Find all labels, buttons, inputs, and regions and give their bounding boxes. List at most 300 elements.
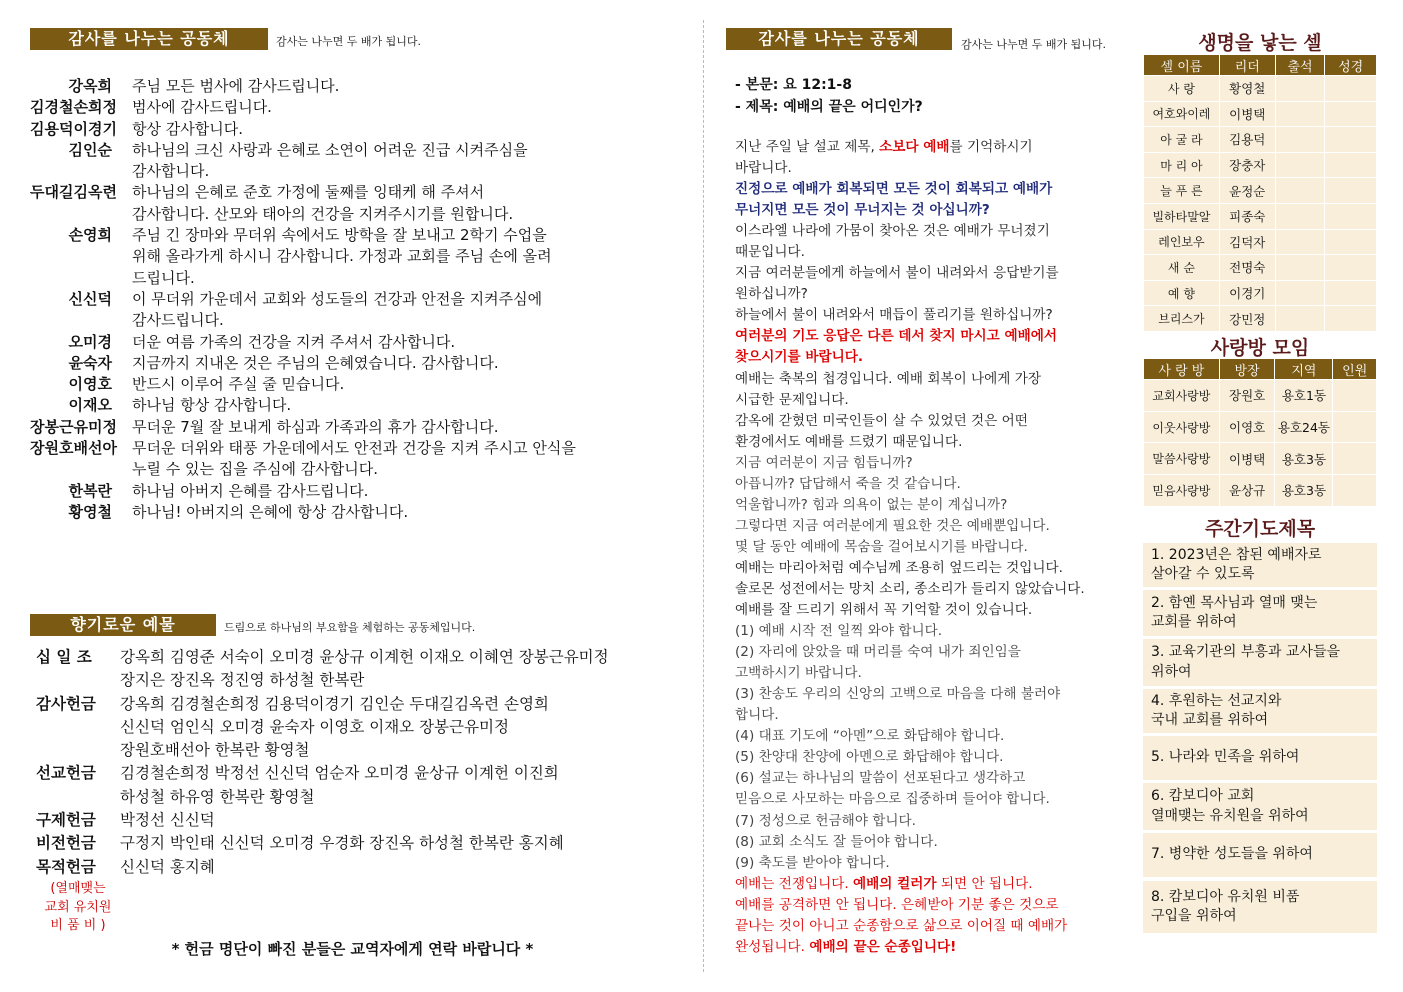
sermon-banner: 감사를 나누는 공동체 xyxy=(726,28,952,50)
offering-names-line: 강옥희 김영준 서숙이 오미경 윤상규 이계헌 이재오 이혜연 장봉근유미정 xyxy=(120,648,609,666)
sermon-text: 억울합니까? 힘과 의욕이 없는 분이 계십니까? xyxy=(735,496,1008,513)
thanks-name: 이재오 xyxy=(68,396,112,415)
sermon-text: 예배는 축복의 첩경입니다. 예배 회복이 나에게 가장 xyxy=(735,370,1042,387)
table-cell xyxy=(1333,475,1377,507)
table-cell xyxy=(1325,280,1377,306)
prayer-line: 국내 교회를 위하여 xyxy=(1151,712,1269,728)
sermon-line xyxy=(735,453,1135,474)
sermon-text: 소보다 예배 xyxy=(879,139,950,155)
thanks-list xyxy=(30,76,670,523)
sermon-banner-subtitle: 감사는 나누면 두 배가 됩니다. xyxy=(961,38,1106,51)
table-row xyxy=(1144,229,1377,255)
thanks-name: 황영철 xyxy=(68,502,112,521)
sermon-line xyxy=(735,369,1135,390)
thanks-name: 오미경 xyxy=(68,332,112,351)
sermon-text: 예배를 잘 드리기 위해서 꼭 기억할 것이 있습니다. xyxy=(735,602,1033,619)
cell-group-table xyxy=(1143,54,1377,332)
table-cell: 강민정 xyxy=(1219,306,1275,332)
table-row xyxy=(1144,178,1377,204)
table-cell: 김용덕 xyxy=(1219,127,1275,153)
prayer-line: 위하여 xyxy=(1151,663,1192,680)
thanks-name: 신신덕 xyxy=(68,289,112,308)
sermon-line xyxy=(735,832,1135,853)
table-cell: 용호1동 xyxy=(1275,380,1333,412)
sermon-text: 믿음으로 사모하는 마음으로 집중하며 들어야 합니다. xyxy=(735,791,1050,808)
thanks-row xyxy=(30,182,670,225)
sermon-text: 예배는 전쟁입니다. xyxy=(735,875,854,892)
prayer-line: 교회를 위하여 xyxy=(1151,614,1237,630)
offering-purpose-note xyxy=(36,880,120,936)
sermon-line xyxy=(735,874,1135,895)
offering-label: 구제헌금 xyxy=(36,811,96,830)
prayer-line: 구입을 위하여 xyxy=(1151,908,1237,924)
sermon-text: 바랍니다. xyxy=(735,160,792,177)
thanks-text-line: 감사드립니다. xyxy=(132,311,224,330)
thanks-text-line: 하나님! 아버지의 은혜에 항상 감사합니다. xyxy=(132,502,409,521)
table-header-cell: 인원 xyxy=(1333,359,1377,380)
sermon-line xyxy=(735,305,1135,326)
sermon-text: 되면 안 됩니다. xyxy=(936,875,1033,892)
table-cell: 사 랑 xyxy=(1144,76,1220,102)
sermon-text: (6) 설교는 하나님의 말씀이 선포된다고 생각하고 xyxy=(735,770,1026,787)
offering-names xyxy=(120,762,696,809)
offering-label: 선교헌금 xyxy=(36,764,96,783)
offering-banner-subtitle: 드림으로 하나님의 부요함을 체험하는 공동체입니다. xyxy=(224,621,476,634)
sermon-line xyxy=(735,853,1135,874)
offering-row xyxy=(36,832,696,855)
thanks-name: 두대길김옥련 xyxy=(30,183,117,202)
sermon-line xyxy=(735,916,1135,937)
offering-label: 목적헌금 xyxy=(36,857,96,876)
prayer-line: 4. 후원하는 선교지와 xyxy=(1151,692,1282,709)
table-cell xyxy=(1275,101,1325,127)
offering-names-line: 김경철손희정 박정선 신신덕 엄순자 오미경 윤상규 이계헌 이진희 xyxy=(120,764,559,783)
table-header-cell: 지역 xyxy=(1275,359,1333,380)
table-cell: 믿음사랑방 xyxy=(1144,475,1220,507)
table-cell xyxy=(1325,152,1377,178)
table-cell xyxy=(1325,255,1377,281)
thanks-text-line: 이 무더위 가운데서 교회와 성도들의 건강과 안전을 지켜주심에 xyxy=(132,289,543,308)
sermon-line xyxy=(735,726,1135,747)
sermon-text: 지금 여러분들에게 하늘에서 불이 내려와서 응답받기를 xyxy=(735,265,1059,282)
thanks-text-line: 감사합니다. 산모와 태아의 건강을 지켜주시기를 원합니다. xyxy=(132,204,514,223)
table-row xyxy=(1144,101,1377,127)
thanks-text-line: 위해 올라가게 하시니 감사합니다. 가정과 교회를 주님 손에 올려 xyxy=(132,247,552,266)
thanks-text xyxy=(132,332,670,353)
offering-row xyxy=(36,762,696,809)
sermon-line xyxy=(735,347,1135,368)
sermon-line xyxy=(735,705,1135,726)
sermon-line xyxy=(735,642,1135,663)
thanks-row xyxy=(30,502,670,523)
thanks-text-line: 하나님 아버지 은혜를 감사드립니다. xyxy=(132,481,369,500)
table-cell: 윤정순 xyxy=(1219,178,1275,204)
offering-names-line: 장원호배선아 한복란 황영철 xyxy=(120,741,310,760)
sermon-text: 지난 주일 날 설교 제목, xyxy=(735,139,880,155)
prayer-line: 2. 함옌 목사님과 열매 맺는 xyxy=(1151,594,1318,611)
thanks-text xyxy=(132,502,670,523)
sermon-text: 이스라엘 나라에 가뭄이 찾아온 것은 예배가 무너졌기 xyxy=(735,223,1050,240)
table-cell: 용호3동 xyxy=(1275,443,1333,475)
sermon-line xyxy=(735,200,1135,221)
sermon-text: 예배의 끝은 순종입니다! xyxy=(809,938,957,955)
thanks-row xyxy=(30,481,670,502)
page-divider xyxy=(703,20,704,972)
sermon-text: 그렇다면 지금 여러분에게 필요한 것은 예배뿐입니다. xyxy=(735,517,1050,534)
sermon-text: (8) 교회 소식도 잘 들어야 합니다. xyxy=(735,833,938,850)
sermon-text: 끝나는 것이 아니고 순종함으로 삶으로 이어질 때 예배가 xyxy=(735,917,1068,934)
table-cell xyxy=(1325,306,1377,332)
thanks-text xyxy=(132,395,670,416)
thanks-row xyxy=(30,76,670,97)
table-cell xyxy=(1325,127,1377,153)
thanks-text-line: 하나님 항상 감사합니다. xyxy=(132,396,292,415)
table-cell: 빌하타말알 xyxy=(1144,203,1220,229)
sermon-line xyxy=(735,600,1135,621)
table-cell xyxy=(1275,203,1325,229)
table-cell xyxy=(1275,127,1325,153)
table-cell: 마 리 아 xyxy=(1144,152,1220,178)
offering-names-line: 신신덕 엄인식 오미경 윤숙자 이영호 이재오 장봉근유미정 xyxy=(120,717,509,736)
offering-note-line: 비 품 비 ) xyxy=(50,918,106,933)
table-row xyxy=(1144,475,1377,507)
table-row xyxy=(1144,203,1377,229)
table-row xyxy=(1144,76,1377,102)
thanks-text-line: 범사에 감사드립니다. xyxy=(132,98,272,117)
thanks-text-line: 주님 모든 범사에 감사드립니다. xyxy=(132,77,340,95)
thanks-row xyxy=(30,353,670,374)
offering-names xyxy=(120,646,696,693)
sermon-text: 완성됩니다. xyxy=(735,938,810,955)
thanks-row xyxy=(30,140,670,183)
sermon-text: 합니다. xyxy=(735,707,779,724)
room-meeting-title: 사랑방 모임 xyxy=(1210,337,1310,359)
table-cell xyxy=(1325,229,1377,255)
table-cell: 용호3동 xyxy=(1275,475,1333,507)
table-cell xyxy=(1275,280,1325,306)
table-cell xyxy=(1325,203,1377,229)
sermon-text: 아픕니까? 답답해서 죽을 것 같습니다. xyxy=(735,475,961,492)
sermon-line xyxy=(735,390,1135,411)
table-cell: 전명숙 xyxy=(1219,255,1275,281)
thanks-name: 김인순 xyxy=(68,140,112,159)
prayer-item xyxy=(1143,881,1377,933)
prayer-title: 주간기도제목 xyxy=(1204,518,1316,540)
thanks-text xyxy=(132,353,670,374)
sermon-text: (5) 찬양대 찬양에 아멘으로 화답해야 합니다. xyxy=(735,749,1004,766)
sermon-text: 예배를 공격하면 안 됩니다. 은혜받아 기분 좋은 것으로 xyxy=(735,896,1059,913)
prayer-item xyxy=(1143,783,1377,830)
table-header-cell: 사 랑 방 xyxy=(1144,359,1220,380)
thanks-text-line: 드립니다. xyxy=(132,268,195,287)
table-cell xyxy=(1325,178,1377,204)
thanks-name: 김용덕이경기 xyxy=(30,119,117,138)
prayer-item xyxy=(1143,736,1377,780)
sermon-line xyxy=(735,137,1135,158)
sermon-text: (9) 축도를 받아야 합니다. xyxy=(735,854,890,871)
sermon-text: 하늘에서 불이 내려와서 매듭이 풀리기를 원하십니까? xyxy=(735,307,1053,324)
table-cell: 말씀사랑방 xyxy=(1144,443,1220,475)
offering-names xyxy=(120,832,696,855)
thanks-text xyxy=(132,182,670,225)
sermon-text: 시급한 문제입니다. xyxy=(735,391,849,408)
table-cell xyxy=(1325,101,1377,127)
sermon-text: 예배는 마리아처럼 예수님께 조용히 엎드리는 것입니다. xyxy=(735,559,1063,576)
table-row xyxy=(1144,127,1377,153)
prayer-line: 7. 병약한 성도들을 위하여 xyxy=(1151,846,1313,863)
table-cell: 용호24동 xyxy=(1275,411,1333,443)
sermon-text: 때문입니다. xyxy=(735,244,805,261)
sermon-text: 여러분의 기도 응답은 다른 데서 찾지 마시고 예배에서 xyxy=(735,328,1058,345)
table-cell: 장원호 xyxy=(1219,380,1275,412)
offering-names-line: 하성철 하유영 한복란 황영철 xyxy=(120,787,315,806)
table-cell: 레인보우 xyxy=(1144,229,1220,255)
sermon-body xyxy=(735,137,1135,958)
sermon-text: 솔로몬 성전에서는 망치 소리, 종소리가 들리지 않았습니다. xyxy=(735,580,1085,597)
thanks-row xyxy=(30,332,670,353)
room-meeting-table xyxy=(1143,358,1377,507)
table-cell xyxy=(1275,229,1325,255)
thanks-banner: 감사를 나누는 공동체 xyxy=(30,28,268,50)
table-cell xyxy=(1275,76,1325,102)
sermon-text: 진정으로 예배가 회복되면 모든 것이 회복되고 예배가 xyxy=(735,181,1053,198)
sermon-line xyxy=(735,768,1135,789)
sermon-line xyxy=(735,789,1135,810)
thanks-row xyxy=(30,225,670,289)
offering-names-line: 신신덕 홍지혜 xyxy=(120,857,215,876)
table-header-row xyxy=(1144,359,1377,380)
offering-names xyxy=(120,856,696,879)
table-cell: 이경기 xyxy=(1219,280,1275,306)
thanks-name: 윤숙자 xyxy=(68,353,112,372)
prayer-line: 살아갈 수 있도록 xyxy=(1151,566,1255,582)
table-cell: 이영호 xyxy=(1219,411,1275,443)
sermon-line xyxy=(735,474,1135,495)
thanks-text xyxy=(132,374,670,395)
table-cell xyxy=(1275,178,1325,204)
sermon-text: 지금 여러분이 지금 힘듭니까? xyxy=(735,454,913,471)
offering-row xyxy=(36,646,696,693)
table-header-row xyxy=(1144,55,1377,76)
thanks-text xyxy=(132,76,670,97)
offering-names xyxy=(120,693,696,763)
offering-names-line: 구정지 박인태 신신덕 오미경 우경화 장진옥 하성철 한복란 홍지혜 xyxy=(120,834,564,853)
sermon-title: - 제목: 예배의 끝은 어디인가? xyxy=(735,99,923,115)
sermon-line xyxy=(735,495,1135,516)
offering-names-line: 박정선 신신덕 xyxy=(120,811,215,830)
thanks-text xyxy=(132,119,670,140)
table-header-cell: 출석 xyxy=(1275,55,1325,76)
sermon-text: (2) 자리에 앉았을 때 머리를 숙여 내가 죄인임을 xyxy=(735,644,1021,661)
sermon-line xyxy=(735,663,1135,684)
thanks-name: 장봉근유미정 xyxy=(30,417,117,436)
sermon-line xyxy=(735,242,1135,263)
sermon-header xyxy=(735,74,923,118)
table-cell xyxy=(1275,306,1325,332)
offering-label: 십 일 조 xyxy=(36,648,92,666)
thanks-text-line: 누릴 수 있는 집을 주심에 감사합니다. xyxy=(132,460,378,479)
thanks-row xyxy=(30,395,670,416)
prayer-line: 5. 나라와 민족을 위하여 xyxy=(1151,749,1300,766)
sermon-line xyxy=(735,895,1135,916)
thanks-name: 김경철손희정 xyxy=(30,98,117,117)
prayer-line: 열매맺는 유치원을 위하여 xyxy=(1151,807,1309,824)
table-cell: 새 순 xyxy=(1144,255,1220,281)
sermon-text: 예배의 컬러가 xyxy=(853,875,937,892)
offering-names xyxy=(120,809,696,832)
sermon-text: 무너지면 모든 것이 무너지는 것 아십니까? xyxy=(735,202,990,219)
thanks-text-line: 반드시 이루어 주실 줄 믿습니다. xyxy=(132,375,345,394)
offering-names-line: 강옥희 김경철손희정 김용덕이경기 김인순 두대길김옥련 손영희 xyxy=(120,694,549,713)
sermon-text: 를 기억하시기 xyxy=(949,139,1033,155)
offering-note-line: 교회 유치원 xyxy=(44,899,112,915)
thanks-row xyxy=(30,119,670,140)
prayer-line: 3. 교육기관의 부흥과 교사들을 xyxy=(1151,644,1340,660)
table-cell: 이병택 xyxy=(1219,443,1275,475)
offering-list xyxy=(36,646,696,879)
sermon-line xyxy=(735,411,1135,432)
thanks-name: 한복란 xyxy=(68,481,112,500)
thanks-name: 강옥희 xyxy=(68,77,112,95)
sermon-text: 원하십니까? xyxy=(735,286,808,303)
table-row xyxy=(1144,411,1377,443)
thanks-text xyxy=(132,289,670,332)
table-cell: 장충자 xyxy=(1219,152,1275,178)
table-cell: 이웃사랑방 xyxy=(1144,411,1220,443)
thanks-text-line: 감사합니다. xyxy=(132,162,210,181)
thanks-text xyxy=(132,417,670,438)
sermon-line xyxy=(735,537,1135,558)
offering-row xyxy=(36,856,696,879)
offering-row xyxy=(36,693,696,763)
sermon-line xyxy=(735,558,1135,579)
prayer-line: 1. 2023년은 참된 예배자로 xyxy=(1151,546,1322,563)
table-header-cell: 성경 xyxy=(1325,55,1377,76)
sermon-line xyxy=(735,516,1135,537)
thanks-text xyxy=(132,481,670,502)
thanks-text-line: 더운 여름 가족의 건강을 지켜 주셔서 감사합니다. xyxy=(132,332,456,351)
table-cell: 여호와이레 xyxy=(1144,101,1220,127)
table-cell: 황영철 xyxy=(1219,76,1275,102)
sermon-line xyxy=(735,221,1135,242)
thanks-text xyxy=(132,438,670,481)
sermon-scripture: - 본문: 요 12:1-8 xyxy=(735,77,852,93)
thanks-text-line: 무더운 7월 잘 보내게 하심과 가족과의 휴가 감사합니다. xyxy=(132,417,499,436)
table-cell: 교회사랑방 xyxy=(1144,380,1220,412)
sermon-line xyxy=(735,811,1135,832)
table-row xyxy=(1144,255,1377,281)
offering-banner: 향기로운 예물 xyxy=(30,614,216,636)
sermon-line xyxy=(735,179,1135,200)
table-cell xyxy=(1325,76,1377,102)
prayer-item xyxy=(1143,689,1377,733)
thanks-row xyxy=(30,97,670,118)
sermon-text: (7) 정성으로 헌금해야 합니다. xyxy=(735,812,916,829)
sermon-line xyxy=(735,579,1135,600)
sermon-text: (1) 예배 시작 전 일찍 와야 합니다. xyxy=(735,623,943,640)
table-cell xyxy=(1333,411,1377,443)
sermon-line xyxy=(735,621,1135,642)
sermon-line xyxy=(735,158,1135,179)
table-cell: 늘 푸 른 xyxy=(1144,178,1220,204)
sermon-text: 감옥에 갇혔던 미국인들이 살 수 있었던 것은 어떤 xyxy=(735,412,1028,429)
thanks-row xyxy=(30,374,670,395)
table-header-cell: 셀 이름 xyxy=(1144,55,1220,76)
thanks-row xyxy=(30,417,670,438)
thanks-text-line: 하나님의 크신 사랑과 은혜로 소연이 어려운 진급 시켜주심을 xyxy=(132,140,528,159)
table-cell: 예 향 xyxy=(1144,280,1220,306)
thanks-text-line: 하나님의 은혜로 준호 가정에 둘째를 잉태케 해 주셔서 xyxy=(132,183,485,202)
table-row xyxy=(1144,443,1377,475)
cell-group-title: 생명을 낳는 셀 xyxy=(1198,32,1322,54)
sermon-line xyxy=(735,684,1135,705)
thanks-row xyxy=(30,289,670,332)
sermon-text: (4) 대표 기도에 “아멘”으로 화답해야 합니다. xyxy=(735,728,1005,745)
table-cell: 이병택 xyxy=(1219,101,1275,127)
thanks-name: 손영희 xyxy=(68,226,112,245)
offering-label: 비전헌금 xyxy=(36,834,96,853)
table-header-cell: 리더 xyxy=(1219,55,1275,76)
table-cell: 윤상규 xyxy=(1219,475,1275,507)
prayer-item xyxy=(1143,639,1377,686)
sermon-line xyxy=(735,284,1135,305)
thanks-name: 이영호 xyxy=(68,375,112,394)
prayer-item xyxy=(1143,833,1377,877)
sermon-line xyxy=(735,747,1135,768)
offering-names-line: 장지은 장진옥 정진영 하성철 한복란 xyxy=(120,671,365,690)
table-row xyxy=(1144,306,1377,332)
thanks-text xyxy=(132,225,670,289)
offering-note-line: (열매맺는 xyxy=(50,881,106,896)
table-cell xyxy=(1275,152,1325,178)
table-cell: 브리스가 xyxy=(1144,306,1220,332)
thanks-text-line: 무더운 더위와 태풍 가운데에서도 안전과 건강을 지켜 주시고 안식을 xyxy=(132,439,576,458)
table-row xyxy=(1144,280,1377,306)
thanks-row xyxy=(30,438,670,481)
sermon-line xyxy=(735,432,1135,453)
sermon-text: (3) 찬송도 우리의 신앙의 고백으로 마음을 다해 불러야 xyxy=(735,686,1061,703)
thanks-banner-subtitle: 감사는 나누면 두 배가 됩니다. xyxy=(276,35,421,48)
sermon-text: 찾으시기를 바랍니다. xyxy=(735,349,864,366)
thanks-text-line: 지금까지 지내온 것은 주님의 은혜였습니다. 감사합니다. xyxy=(132,353,499,372)
sermon-text: 환경에서도 예배를 드렸기 때문입니다. xyxy=(735,433,963,450)
offering-label: 감사헌금 xyxy=(36,694,96,713)
prayer-line: 8. 캄보디아 유치원 비품 xyxy=(1151,888,1300,905)
sermon-line xyxy=(735,937,1135,958)
table-cell: 김덕자 xyxy=(1219,229,1275,255)
thanks-text xyxy=(132,140,670,183)
table-cell xyxy=(1275,255,1325,281)
table-header-cell: 방장 xyxy=(1219,359,1275,380)
thanks-text-line: 항상 감사합니다. xyxy=(132,119,243,138)
table-cell: 피종숙 xyxy=(1219,203,1275,229)
prayer-list xyxy=(1143,543,1377,936)
thanks-text-line: 주님 긴 장마와 무더위 속에서도 방학을 잘 보내고 2학기 수업을 xyxy=(132,226,547,245)
table-row xyxy=(1144,380,1377,412)
offering-row xyxy=(36,809,696,832)
table-cell: 아 굴 라 xyxy=(1144,127,1220,153)
prayer-item xyxy=(1143,543,1377,587)
sermon-text: 고백하시기 바랍니다. xyxy=(735,665,862,682)
thanks-name: 장원호배선아 xyxy=(30,439,117,458)
table-row xyxy=(1144,152,1377,178)
sermon-line xyxy=(735,326,1135,347)
table-cell xyxy=(1333,380,1377,412)
prayer-item xyxy=(1143,590,1377,636)
prayer-line: 6. 캄보디아 교회 xyxy=(1151,788,1255,804)
offering-footnote: * 헌금 명단이 빠진 분들은 교역자에게 연락 바랍니다 * xyxy=(171,940,534,958)
table-cell xyxy=(1333,443,1377,475)
